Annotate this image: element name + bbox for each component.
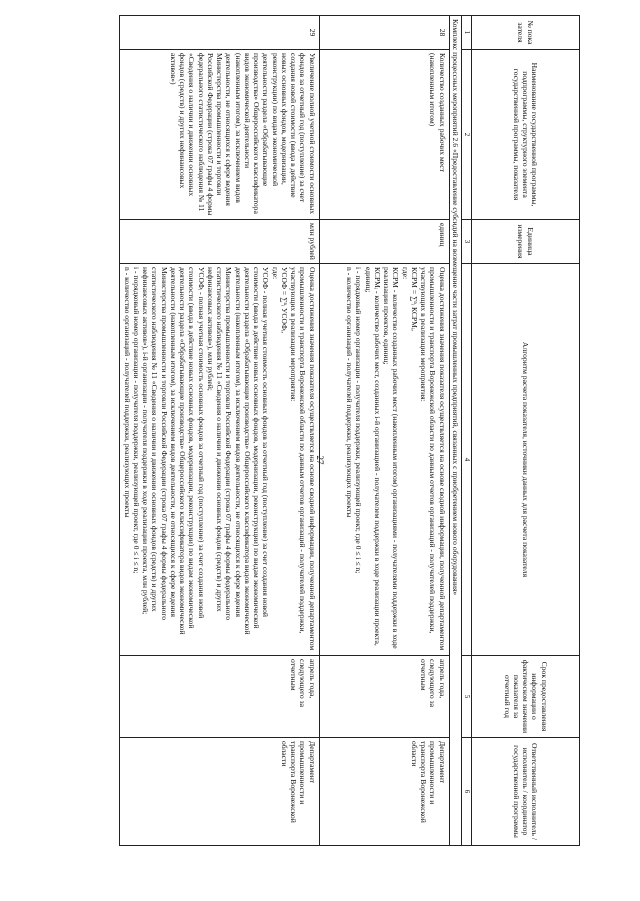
algorithm-formula: УСОФ = ∑ⁿᵢ УСОФᵢ, [280, 267, 289, 334]
algorithm-line: i - порядковый номер организации - получателя поддержки, реализующей проект, где 0 ≤ i ≤ n; [354, 267, 364, 574]
header-cell: Срок предоставления информации о фактическом значении показателя за отчетный год [472, 656, 580, 738]
algorithm-line: Оценка достижения значения показателя осуществляется на основе сводной информации, полученной департаментом промышленности и транспорта Воронежской области по данным отчетов организаций - получателей поддержки, участвующих в реализации мероприятия: [289, 267, 317, 651]
row-indicator-name: Увеличение полной учетной стоимости основных фондов за отчетный год (поступление) за счет создания новой стоимости (ввода в действие новых основных фондов, модернизации, реконструкции) по видам экономической деятельности раздела «Обрабатывающие производства» Общероссийского классификатора видов экономической деятельности (накопленным итогом), за исключением видов деятельности, не относящихся к сфере ведения Министерства промышленности и торговли Российской Федерации (строка 07 графы 4 формы федерального статистического наблюдения № 11 «Сведения о наличии и движении основных фондов (средств) и других нефинансовых активов») [120, 50, 319, 220]
algorithm-formula: КСРМ = ∑ⁿᵢ КСРМᵢ, [410, 267, 419, 331]
header-cell: Наименование государственной программы, подпрограммы, структурного элемента государственной программы, показателя [472, 50, 580, 220]
row-unit: млн рублей [120, 220, 319, 264]
header-cell: Алгоритм расчета показателя, источники данных для расчета показателя [472, 264, 580, 656]
row-unit: единиц [319, 220, 449, 264]
row-responsible: Департамент промышленности и транспорта Воронежской области [120, 738, 319, 846]
table-row [319, 16, 449, 846]
column-number: 5 [462, 656, 472, 738]
rotated-page [60, 15, 580, 845]
algorithm-line: где: [400, 267, 410, 280]
row-number: 28 [319, 16, 449, 50]
algorithm-line: n - количество организаций - получателей поддержки, реализующих проекты [122, 267, 132, 518]
column-number-row [462, 16, 472, 846]
algorithm-line: i - порядковый номер организации - получателя поддержки, реализующей проект, где 0 ≤ i ≤ n; [132, 267, 141, 574]
row-algorithm [120, 264, 319, 656]
row-indicator-name: Количество созданных рабочих мест (накопленным итогом) [319, 50, 449, 220]
column-number: 3 [462, 220, 472, 264]
column-number: 6 [462, 738, 472, 846]
column-number: 2 [462, 50, 472, 220]
page-number: 27 [315, 455, 325, 465]
algorithm-line: УСОФ - полная учетная стоимость основных фондов за отчетный год (поступление) за счет создания новой стоимости (ввода в действие новых основных фондов, модернизации, реконструкции) по видам экономической деятельности раздела «Обрабатывающие производства» Общероссийского классификатора видов экономической деятельности (накопленным итогом), за исключением видов деятельности, не относящихся к сфере ведения Министерства промышленности и торговли Российской Федерации (строка 07 графы 4 формы федерального статистического наблюдения № 11 «Сведения о наличии и движении основных фондов (средств) и других нефинансовых активов»), млн рублей; [206, 267, 271, 635]
header-cell: Единица измерения [472, 220, 580, 264]
header-row [472, 16, 580, 846]
column-number: 1 [462, 16, 472, 50]
algorithm-line: УСОФᵢ - полная учетная стоимость основных фондов за отчетный год (поступление) за счет создания новой стоимости (ввода в действие новых основных фондов, модернизации, реконструкции) по видам экономической деятельности раздела «Обрабатывающие производства» Общероссийского классификатора видов экономической деятельности (накопленным итогом), за исключением видов деятельности, не относящихся к сфере ведения Министерства промышленности и торговли Российской Федерации (строка 07 графы 4 формы федерального статистического наблюдения № 11 «Сведения о наличии и движении основных фондов (средств) и других нефинансовых активов»), i-й организации - получателя поддержки в ходе реализации проекта, млн рублей; [141, 267, 206, 635]
algorithm-line: Оценка достижения значения показателя осуществляется на основе сводной информации, полученной департаментом промышленности и транспорта Воронежской области по данным отчетов организаций - получателей поддержки, участвующих в реализации мероприятия: [419, 267, 447, 651]
algorithm-line: n - количество организаций - получателей поддержки, реализующих проекты [345, 267, 355, 518]
row-deadline: апрель года, следующего за отчетным [319, 656, 449, 738]
header-cell: Ответственный исполнитель / исполнитель / координатор государственной программы [472, 738, 580, 846]
indicator-table [120, 15, 581, 846]
table-row [120, 16, 319, 846]
algorithm-line: где: [270, 267, 280, 280]
column-number: 4 [462, 264, 472, 656]
section-title: Комплекс процессных мероприятий 2.6 «Предоставление субсидий на возмещение части затрат промышленных предприятий, связанных с приобретением нового оборудования» [449, 16, 461, 846]
row-algorithm [319, 264, 449, 656]
row-deadline: апрель года, следующего за отчетным [120, 656, 319, 738]
row-number: 29 [120, 16, 319, 50]
algorithm-line: КСРМᵢ - количество рабочих мест, созданных i-й организацией - получателем поддержки в ходе реализации проекта, единиц; [363, 267, 382, 646]
header-cell: № пока зателя [472, 16, 580, 50]
row-responsible: Департамент промышленности и транспорта Воронежской области [319, 738, 449, 846]
algorithm-line: КСРМ - количество созданных рабочих мест (накопленным итогом) организациями - получателями поддержки в ходе реализации проектов, единиц; [382, 267, 401, 649]
section-row [449, 16, 461, 846]
